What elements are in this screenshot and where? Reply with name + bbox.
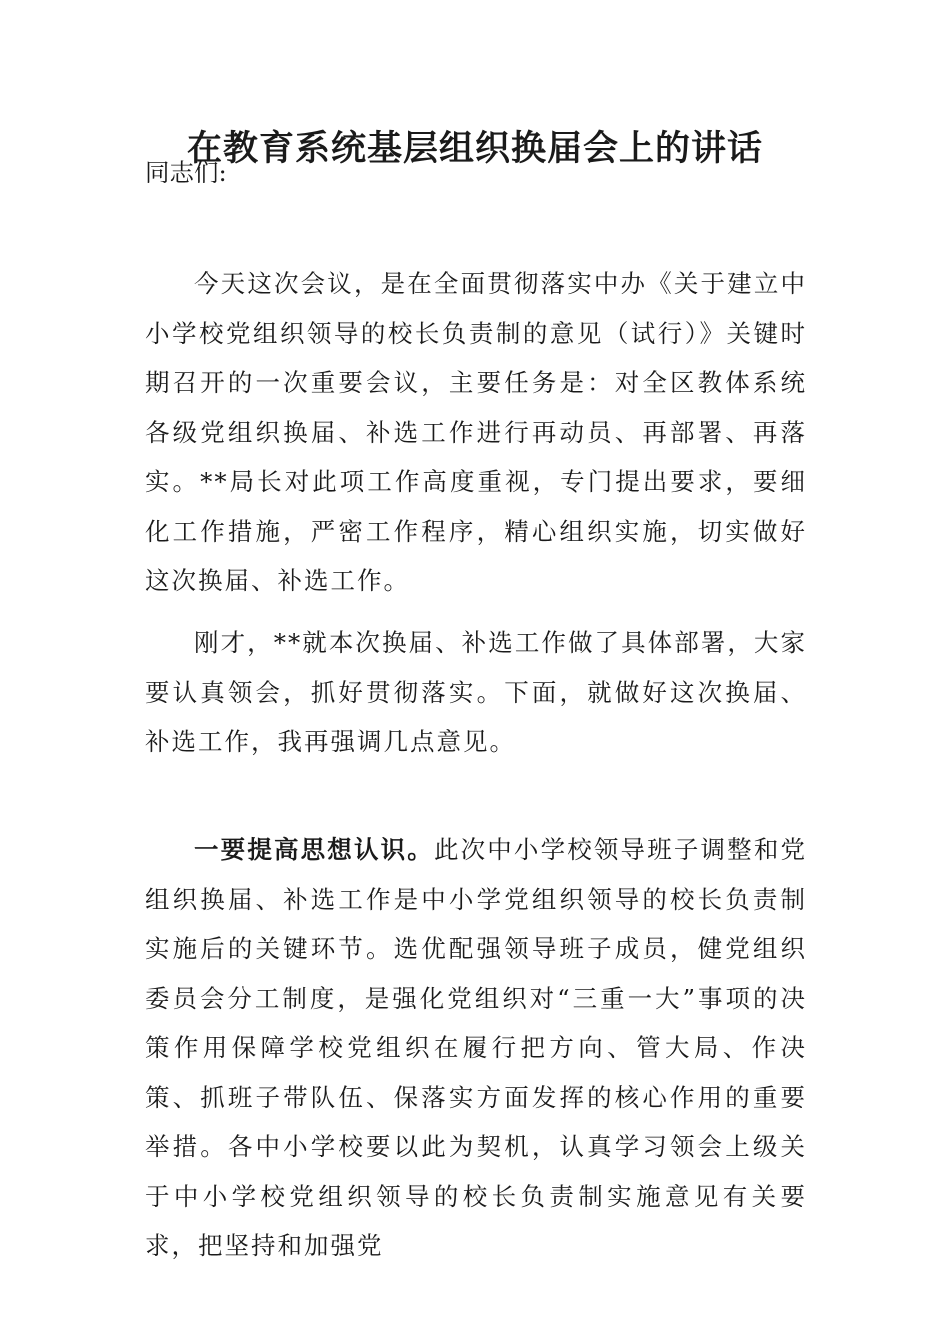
paragraph-text: 此次中小学校领导班子调整和党组织换届、补选工作是中小学党组织领导的校长负责制实施后的关键环节。选优配强领导班子成员，健党组织委员会分工制度，是强化党组织对“三重一大”事项的决策作用保障学校党组织在履行把方向、管大局、作决策、抓班子带队伍、保落实方面发挥的核心作用的重要举措。各中小学校要以此为契机，认真学习领会上级关于中小学校党组织领导的校长负责制实施意见有关要求，把坚持和加强党 [145,835,808,1260]
paragraph-point-one [145,825,807,1271]
paragraph-opening [145,259,807,606]
paragraph-lead-heading: 一要提高思想认识。 [194,835,434,864]
document-title: 在教育系统基层组织换届会上的讲话 [186,128,763,169]
paragraph-transition [145,618,807,767]
paragraph-text: 今天这次会议，是在全面贯彻落实中办《关于建立中小学校党组织领导的校长负责制的意见（试行）》关键时期召开的一次重要会议，主要任务是：对全区教体系统各级党组织换届、补选工作进行再动员、再部署、再落实。**局长对此项工作高度重视，专门提出要求，要细化工作措施，严密工作程序，精心组织实施，切实做好这次换届、补选工作。 [145,269,807,595]
salutation: 同志们: [145,158,227,187]
paragraph-text: 刚才，**就本次换届、补选工作做了具体部署，大家要认真领会，抓好贯彻落实。下面，就做好这次换届、补选工作，我再强调几点意见。 [145,628,807,756]
